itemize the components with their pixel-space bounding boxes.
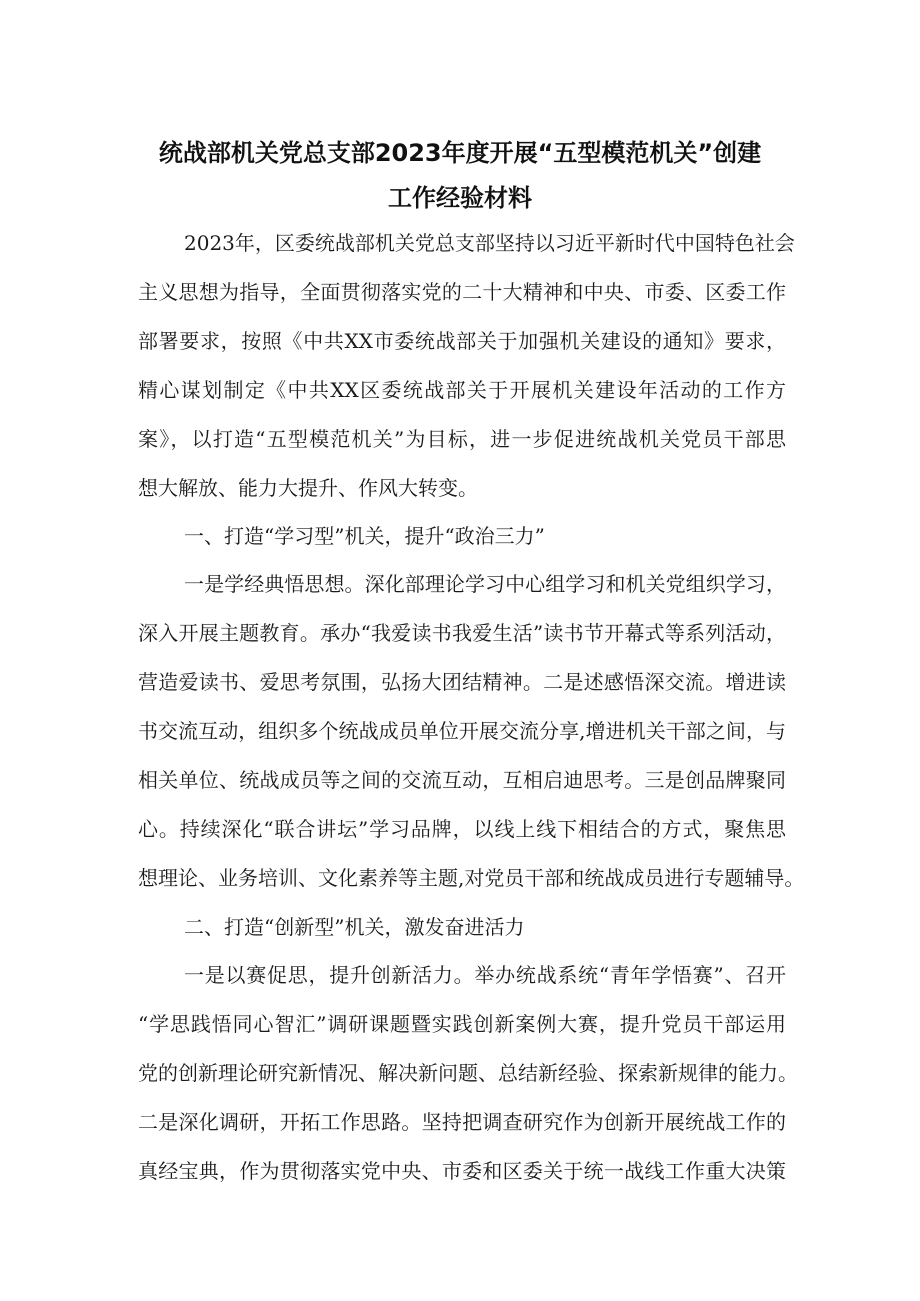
- paragraph-line: 一是学经典悟思想。深化部理论学习中心组学习和机关党组织学习，: [184, 572, 786, 596]
- paragraph-line: 主义思想为指导，全面贯彻落实党的二十大精神和中央、市委、区委工作: [138, 280, 786, 304]
- paragraph-line: 心。持续深化“联合讲坛”学习品牌，以线上线下相结合的方式，聚焦思: [138, 817, 786, 841]
- paragraph-line: 案》，以打造“五型模范机关”为目标，进一步促进统战机关党员干部思: [138, 427, 786, 451]
- paragraph-line: 营造爱读书、爱思考氛围，弘扬大团结精神。二是述感悟深交流。增进读: [138, 670, 786, 694]
- paragraph-line: 想大解放、能力大提升、作风大转变。: [138, 476, 478, 500]
- section-heading-2: 二、打造“创新型”机关，激发奋进活力: [184, 915, 525, 939]
- paragraph-line: 想理论、业务培训、文化素养等主题,对党员干部和统战成员进行专题辅导。: [138, 866, 805, 890]
- document-title-line-2: 工作经验材料: [388, 184, 532, 212]
- document-title-line-1: 统战部机关党总支部2023年度开展“五型模范机关”创建: [158, 139, 762, 167]
- paragraph-line: 二是深化调研，开拓工作思路。坚持把调查研究作为创新开展统战工作的: [138, 1110, 786, 1134]
- paragraph-line: 党的创新理论研究新情况、解决新问题、总结新经验、探索新规律的能力。: [138, 1061, 798, 1085]
- paragraph-line: 部署要求，按照《中共XX市委统战部关于加强机关建设的通知》要求，: [138, 329, 786, 353]
- paragraph-line: 真经宝典，作为贯彻落实党中央、市委和区委关于统一战线工作重大决策: [138, 1159, 786, 1183]
- paragraph-line: 深入开展主题教育。承办“我爱读书我爱生活”读书节开幕式等系列活动，: [138, 621, 786, 645]
- paragraph-line: 书交流互动，组织多个统战成员单位开展交流分享,增进机关干部之间，与: [138, 719, 786, 743]
- paragraph-line: 相关单位、统战成员等之间的交流互动，互相启迪思考。三是创品牌聚同: [138, 768, 786, 792]
- paragraph-line: “学思践悟同心智汇”调研课题暨实践创新案例大赛，提升党员干部运用: [138, 1012, 786, 1036]
- paragraph-line: 精心谋划制定《中共XX区委统战部关于开展机关建设年活动的工作方: [138, 378, 786, 402]
- paragraph-line: 一是以赛促思，提升创新活力。举办统战系统“青年学悟赛”、召开: [184, 963, 786, 987]
- paragraph-line: 2023年，区委统战部机关党总支部坚持以习近平新时代中国特色社会: [184, 231, 795, 255]
- section-heading-1: 一、打造“学习型”机关，提升“政治三力”: [184, 524, 545, 548]
